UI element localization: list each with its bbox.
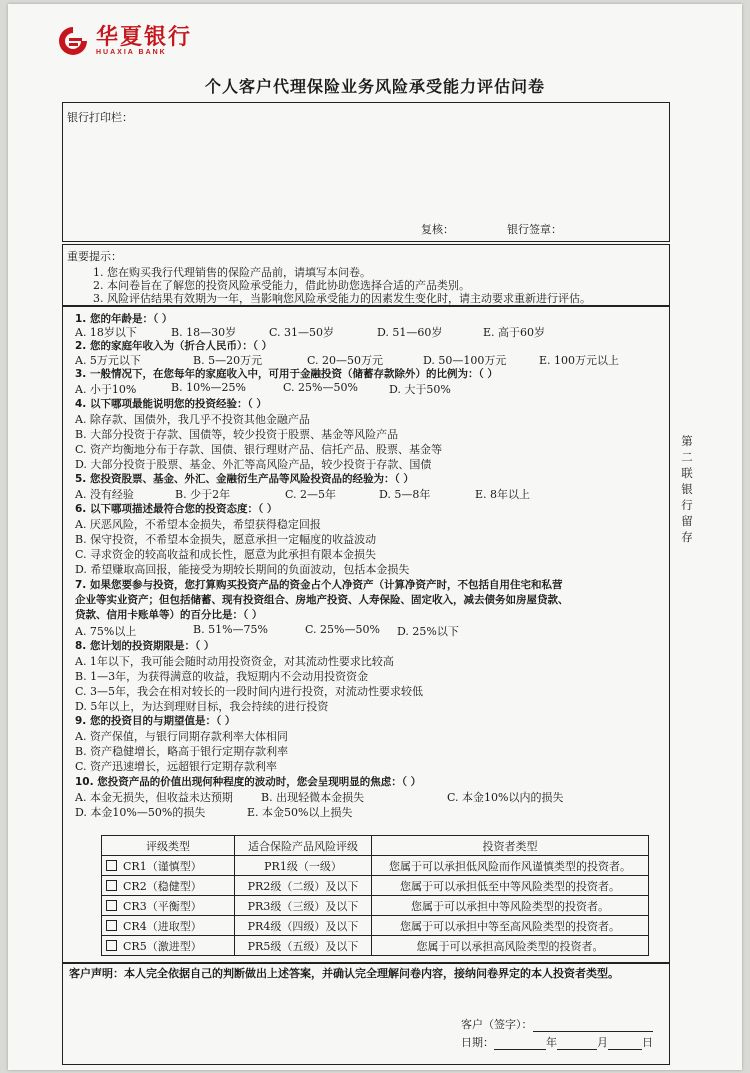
important-notes bbox=[62, 244, 670, 306]
bank-logo bbox=[56, 24, 192, 58]
cr5-desc: 您属于可以承担高风险类型的投资者。 bbox=[372, 936, 649, 956]
q10-option-d: D. 本金10%—50%的损失 bbox=[75, 806, 206, 819]
q1-option-e: E. 高于60岁 bbox=[483, 326, 546, 339]
cr2-desc: 您属于可以承担低至中等风险类型的投资者。 bbox=[372, 876, 649, 896]
year-field[interactable] bbox=[494, 1036, 546, 1050]
declaration-text: 客户声明：本人完全依据自己的判断做出上述答案，并确认完全理解问卷内容，接纳问卷界定的本人投资者类型。 bbox=[69, 967, 619, 980]
cr2-product: PR2级（二级）及以下 bbox=[235, 876, 372, 896]
cr4-label: CR4（进取型） bbox=[123, 919, 202, 933]
question-6: 6. 以下哪项描述最符合您的投资态度：（ ） bbox=[75, 503, 278, 515]
date-row bbox=[461, 1034, 653, 1050]
customer-declaration bbox=[62, 963, 670, 1065]
q9-option-b: B. 资产稳健增长，略高于银行定期存款利率 bbox=[75, 745, 289, 758]
cr2-checkbox[interactable] bbox=[106, 880, 117, 891]
question-9: 9. 您的投资目的与期望值是：（ ） bbox=[75, 715, 236, 727]
question-1: 1. 您的年龄是：（ ） bbox=[75, 313, 173, 325]
q2-option-e: E. 100万元以上 bbox=[539, 354, 620, 367]
q8-option-d: D. 5年以上，为达到理财目标，我会持续的进行投资 bbox=[75, 700, 329, 713]
table-row bbox=[102, 936, 649, 956]
cr4-checkbox[interactable] bbox=[106, 920, 117, 931]
q5-option-d: D. 5—8年 bbox=[379, 488, 431, 501]
copy-label-vertical: 第二联银行留存 bbox=[681, 434, 693, 544]
q6-option-b: B. 保守投资，不希望本金损失，愿意承担一定幅度的收益波动 bbox=[75, 533, 377, 546]
question-5: 5. 您投资股票、基金、外汇、金融衍生产品等风险投资品的经验为：（ ） bbox=[75, 473, 414, 485]
question-3: 3. 一般情况下，在您每年的家庭收入中，可用于金融投资（储蓄存款除外）的比例为：（ ） bbox=[75, 368, 498, 380]
q8-option-a: A. 1年以下，我可能会随时动用投资资金，对其流动性要求比较高 bbox=[75, 655, 394, 668]
cr2-label: CR2（稳健型） bbox=[123, 879, 202, 893]
question-8: 8. 您计划的投资期限是：（ ） bbox=[75, 640, 215, 652]
cr1-desc: 您属于可以承担低风险而作风谨慎类型的投资者。 bbox=[372, 856, 649, 876]
note-item: 1. 您在购买我行代理销售的保险产品前，请填写本问卷。 bbox=[93, 266, 371, 279]
q4-option-a: A. 除存款、国债外，我几乎不投资其他金融产品 bbox=[75, 413, 310, 426]
note-item: 3. 风险评估结果有效期为一年，当影响您风险承受能力的因素发生变化时，请主动要求重新进行评估。 bbox=[93, 292, 591, 305]
q3-option-d: D. 大于50% bbox=[389, 383, 451, 396]
q2-option-b: B. 5—20万元 bbox=[193, 354, 263, 367]
questions-area bbox=[62, 306, 670, 963]
q7-option-c: C. 25%—50% bbox=[305, 623, 380, 636]
question-7-line1: 7. 如果您要参与投资，您打算购买投资产品的资金占个人净资产（计算净资产时，不包括自用住宅和私营 bbox=[75, 579, 563, 591]
bank-print-label: 银行打印栏： bbox=[67, 111, 133, 124]
q10-option-a: A. 本金无损失，但收益未达预期 bbox=[75, 791, 233, 804]
q3-option-a: A. 小于10% bbox=[75, 383, 137, 396]
q2-option-c: C. 20—50万元 bbox=[307, 354, 384, 367]
q1-option-d: D. 51—60岁 bbox=[377, 326, 443, 339]
table-row bbox=[102, 876, 649, 896]
table-row bbox=[102, 896, 649, 916]
bank-sign-label: 银行签章： bbox=[507, 223, 562, 236]
q5-option-c: C. 2—5年 bbox=[285, 488, 337, 501]
q7-option-d: D. 25%以下 bbox=[397, 625, 459, 638]
q3-option-c: C. 25%—50% bbox=[283, 381, 358, 394]
q5-option-a: A. 没有经验 bbox=[75, 488, 134, 501]
rating-table bbox=[101, 835, 649, 956]
year-label: 年 bbox=[546, 1036, 557, 1049]
bank-print-area bbox=[62, 102, 670, 242]
q1-option-b: B. 18—30岁 bbox=[171, 326, 237, 339]
table-row bbox=[102, 916, 649, 936]
notes-heading: 重要提示： bbox=[67, 250, 122, 263]
huaxia-logo-icon bbox=[56, 24, 90, 58]
day-field[interactable] bbox=[608, 1036, 642, 1050]
q7-option-b: B. 51%—75% bbox=[193, 623, 268, 636]
q5-option-b: B. 少于2年 bbox=[175, 488, 231, 501]
cr5-checkbox[interactable] bbox=[106, 940, 117, 951]
cr3-product: PR3级（三级）及以下 bbox=[235, 896, 372, 916]
question-4: 4. 以下哪项最能说明您的投资经验：（ ） bbox=[75, 398, 267, 410]
brand-name-en: HUAXIA BANK bbox=[96, 48, 167, 56]
cr4-desc: 您属于可以承担中等至高风险类型的投资者。 bbox=[372, 916, 649, 936]
month-field[interactable] bbox=[557, 1036, 597, 1050]
header-investor-type: 投资者类型 bbox=[372, 836, 649, 856]
q4-option-d: D. 大部分投资于股票、基金、外汇等高风险产品，较少投资于存款、国债 bbox=[75, 458, 432, 471]
cr5-product: PR5级（五级）及以下 bbox=[235, 936, 372, 956]
question-7-line2: 企业等实业资产；但包括储蓄、现有投资组合、房地产投资、人寿保险、固定收入，减去债务如房屋贷款、 bbox=[75, 594, 569, 606]
customer-signature-row bbox=[461, 1016, 653, 1032]
cr1-checkbox[interactable] bbox=[106, 860, 117, 871]
q2-option-a: A. 5万元以下 bbox=[75, 354, 141, 367]
question-2: 2. 您的家庭年收入为（折合人民币）：（ ） bbox=[75, 340, 273, 352]
header-rating-type: 评级类型 bbox=[102, 836, 235, 856]
q3-option-b: B. 10%—25% bbox=[171, 381, 246, 394]
q10-option-b: B. 出现轻微本金损失 bbox=[261, 791, 365, 804]
cr1-product: PR1级（一级） bbox=[235, 856, 372, 876]
question-10: 10. 您投资产品的价值出现何种程度的波动时，您会呈现明显的焦虑：（ ） bbox=[75, 776, 422, 788]
q4-option-b: B. 大部分投资于存款、国债等，较少投资于股票、基金等风险产品 bbox=[75, 428, 399, 441]
table-row bbox=[102, 856, 649, 876]
q6-option-c: C. 寻求资金的较高收益和成长性，愿意为此承担有限本金损失 bbox=[75, 548, 377, 561]
customer-sign-label: 客户（签字）： bbox=[461, 1018, 533, 1031]
review-label: 复核： bbox=[421, 223, 454, 236]
q9-option-a: A. 资产保值，与银行同期存款利率大体相同 bbox=[75, 730, 288, 743]
q1-option-a: A. 18岁以下 bbox=[75, 326, 137, 339]
q8-option-c: C. 3—5年，我会在相对较长的一段时间内进行投资，对流动性要求较低 bbox=[75, 685, 424, 698]
cr3-label: CR3（平衡型） bbox=[123, 899, 202, 913]
header-product-rating: 适合保险产品风险评级 bbox=[235, 836, 372, 856]
cr3-checkbox[interactable] bbox=[106, 900, 117, 911]
cr4-product: PR4级（四级）及以下 bbox=[235, 916, 372, 936]
q6-option-a: A. 厌恶风险，不希望本金损失，希望获得稳定回报 bbox=[75, 518, 321, 531]
form-title: 个人客户代理保险业务风险承受能力评估问卷 bbox=[204, 77, 545, 96]
rating-table-header bbox=[102, 836, 649, 856]
q1-option-c: C. 31—50岁 bbox=[269, 326, 335, 339]
customer-signature-field[interactable] bbox=[533, 1018, 653, 1032]
question-7-line3: 贷款、信用卡账单等）的百分比是：（ ） bbox=[75, 609, 263, 621]
q2-option-d: D. 50—100万元 bbox=[423, 354, 507, 367]
month-label: 月 bbox=[597, 1036, 608, 1049]
q6-option-d: D. 希望赚取高回报，能接受为期较长期间的负面波动，包括本金损失 bbox=[75, 563, 410, 576]
q10-option-c: C. 本金10%以内的损失 bbox=[447, 791, 564, 804]
note-item: 2. 本问卷旨在了解您的投资风险承受能力，借此协助您选择合适的产品类别。 bbox=[93, 279, 470, 292]
q4-option-c: C. 资产均衡地分布于存款、国债、银行理财产品、信托产品、股票、基金等 bbox=[75, 443, 443, 456]
q9-option-c: C. 资产迅速增长，远超银行定期存款利率 bbox=[75, 760, 278, 773]
day-label: 日 bbox=[642, 1036, 653, 1049]
cr1-label: CR1（谨慎型） bbox=[123, 859, 202, 873]
date-label: 日期： bbox=[461, 1036, 494, 1049]
brand-name-cn: 华夏银行 bbox=[96, 24, 193, 50]
q8-option-b: B. 1—3年，为获得满意的收益，我短期内不会动用投资资金 bbox=[75, 670, 369, 683]
q7-option-a: A. 75%以上 bbox=[75, 625, 137, 638]
q5-option-e: E. 8年以上 bbox=[475, 488, 531, 501]
q10-option-e: E. 本金50%以上损失 bbox=[247, 806, 353, 819]
cr3-desc: 您属于可以承担中等风险类型的投资者。 bbox=[372, 896, 649, 916]
cr5-label: CR5（激进型） bbox=[123, 939, 202, 953]
